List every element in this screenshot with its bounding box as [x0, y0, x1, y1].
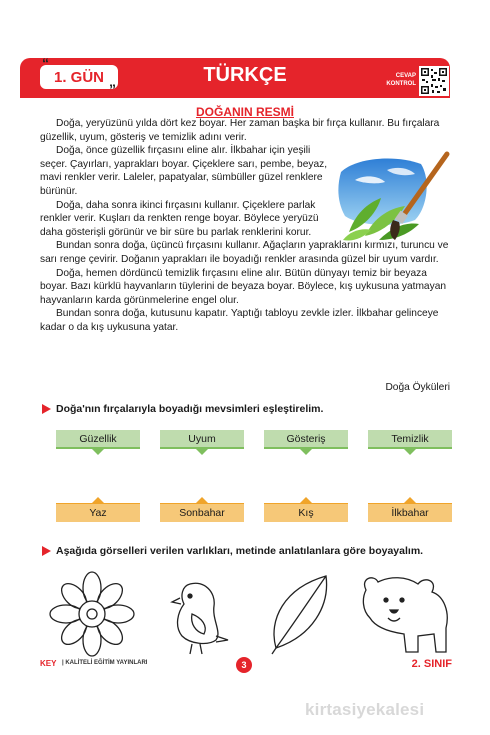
leaf-icon[interactable] — [272, 576, 327, 654]
season-tile[interactable]: Sonbahar — [160, 504, 244, 522]
watermark: kirtasiyekalesi — [305, 700, 425, 719]
publisher-name: | KALİTELİ EĞİTİM YAYINLARI — [62, 660, 148, 666]
match-pointer-up-icon — [299, 497, 313, 504]
story-paragraph: Bundan sonra doğa, kutusunu kapatır. Yaptığı tabloyu zevkle izler. İlkbahar gelinceye kadar o da kış uykusuna yatar. — [40, 308, 439, 333]
subject-title: TÜRKÇE — [203, 64, 287, 86]
play-arrow-icon — [40, 545, 52, 557]
flower-icon[interactable] — [50, 572, 134, 656]
brush-tile[interactable]: Temizlik — [368, 430, 452, 448]
match-pointer-down-icon — [91, 448, 105, 455]
match-pointer-up-icon — [91, 497, 105, 504]
answer-check-label-line2: KONTROL — [386, 81, 416, 87]
match-pointer-up-icon — [403, 497, 417, 504]
task-instruction-coloring — [40, 545, 423, 557]
season-tile[interactable]: İlkbahar — [368, 504, 452, 522]
brush-tile[interactable]: Güzellik — [56, 430, 140, 448]
story-paragraph: Doğa, hemen dördüncü temizlik fırçasını eline alır. Bütün dünyayı temiz bir beyaza boyar. Bazı kürklü hayvanların tüylerini de beyaza boyar. Böylece, kış uykusuna yatmayan hayvanların karda görünmelerine engel olur. — [40, 267, 447, 306]
task-text: Aşağıda görselleri verilen varlıkları, metinde anlatılanlara göre boyayalım. — [56, 545, 424, 557]
coloring-drawings — [40, 570, 452, 658]
story-paragraph: Bundan sonra doğa, üçüncü fırçasını kullanır. Ağaçların yapraklarını kırmızı, turuncu ve sarı renge çevirir. Doğanın yaprakları ile boyadığı renkler arasında güzel bir uyum vardır. — [40, 240, 449, 265]
story-paragraph: Doğa, daha sonra ikinci fırçasını kullanır. Çiçeklere parlak renkler verir. Kuşları da renkten renge boyar. Böylece yeryüzü daha gösterişli görünür ve bir süre bu parlak renklerini korur. — [40, 199, 319, 238]
bear-icon[interactable] — [363, 578, 447, 652]
play-arrow-icon — [40, 403, 52, 415]
story-source: Doğa Öyküleri — [385, 382, 450, 393]
story-title: DOĞANIN RESMİ — [195, 105, 294, 119]
story-paragraph: Doğa, önce güzellik fırçasını eline alır. İlkbahar için yeşili seçer. Çayırları, yaprakları boyar. Çiçeklere sarı, pembe, beyaz, mavi renkler verir. Laleler, papatyalar, sümbüller güzel renklere bürünür. — [40, 145, 328, 197]
day-label: 1. GÜN — [53, 68, 104, 86]
match-pointer-down-icon — [299, 448, 313, 455]
season-tile[interactable]: Kış — [264, 504, 348, 522]
grade-label: 2. SINIF — [411, 658, 452, 670]
season-tile[interactable]: Yaz — [56, 504, 140, 522]
story-body — [40, 117, 452, 335]
match-pointer-up-icon — [195, 497, 209, 504]
qr-code-icon[interactable] — [419, 66, 449, 96]
quote-close-icon: ” — [109, 81, 116, 97]
quote-open-icon: “ — [42, 55, 49, 71]
task-text: Doğa'nın fırçalarıyla boyadığı mevsimleri eşleştirelim. — [56, 403, 324, 415]
answer-check-label — [380, 72, 416, 88]
brush-tile[interactable]: Gösteriş — [264, 430, 348, 448]
answer-check-label-line1: CEVAP — [395, 73, 416, 79]
match-pointer-down-icon — [195, 448, 209, 455]
story-paragraph: Doğa, yeryüzünü yılda dört kez boyar. Her zaman başka bir fırça kullanır. Bu fırçalara güzellik, uyum, gösteriş ve temizlik adını verir. — [40, 118, 440, 143]
page-number: 3 — [236, 657, 252, 673]
day-tag — [38, 55, 120, 97]
match-pointer-down-icon — [403, 448, 417, 455]
page-footer — [40, 657, 452, 673]
bird-icon[interactable] — [172, 583, 228, 654]
brush-tile[interactable]: Uyum — [160, 430, 244, 448]
brand-logo: KEY — [40, 659, 57, 668]
task-instruction-matching — [40, 403, 323, 415]
